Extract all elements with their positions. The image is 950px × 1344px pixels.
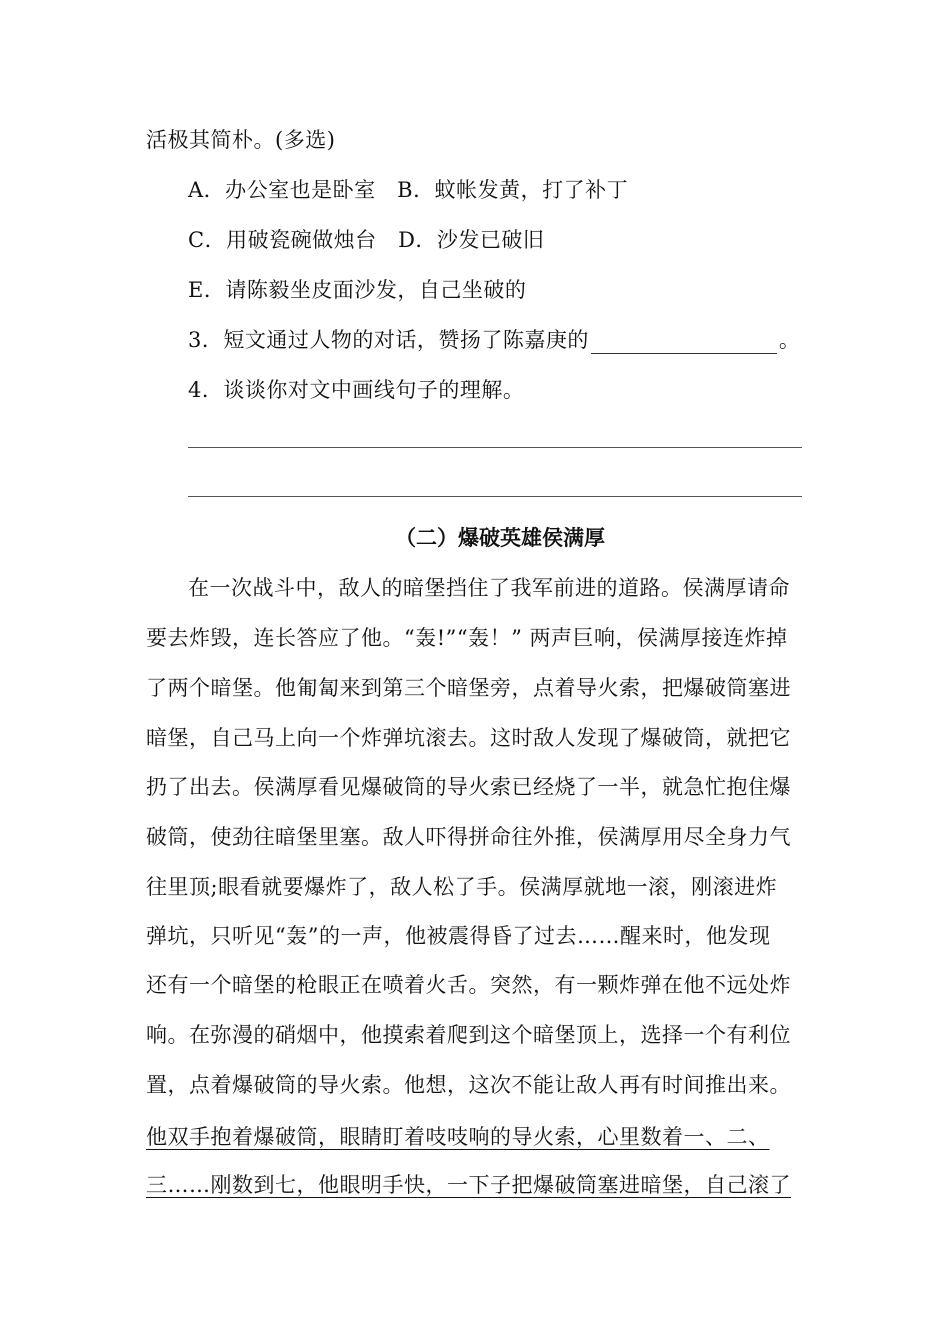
passage-line: 破筒，使劲往暗堡里塞。敌人吓得拼命往外推，侯满厚用尽全身力气	[146, 825, 791, 849]
answer-line-1[interactable]	[188, 447, 802, 448]
options-a-b: A．办公室也是卧室 B．蚊帐发黄，打了补丁	[188, 178, 629, 202]
passage-line: 响。在弥漫的硝烟中，他摸索着爬到这个暗堡顶上，选择一个有利位	[146, 1023, 791, 1047]
passage-line: 扔了出去。侯满厚看见爆破筒的导火索已经烧了一半，就急忙抱住爆	[146, 775, 791, 799]
question-4: 4．谈谈你对文中画线句子的理解。	[188, 378, 525, 402]
question-3-blank[interactable]	[591, 333, 777, 354]
underlined-sentence-line: 他双手抱着爆破筒，眼睛盯着吱吱响的导火索，心里数着一、二、	[146, 1125, 770, 1149]
options-c-d: C．用破瓷碗做烛台 D．沙发已破旧	[188, 228, 545, 252]
passage-title: （二）爆破英雄侯满厚	[395, 526, 605, 550]
passage-line: 了两个暗堡。他匍匐来到第三个暗堡旁，点着导火索，把爆破筒塞进	[146, 676, 791, 700]
answer-line-2[interactable]	[188, 496, 802, 497]
question-2-continuation: 活极其简朴。(多选)	[146, 128, 336, 152]
passage-line: 还有一个暗堡的枪眼正在喷着火舌。突然，有一颗炸弹在他不远处炸	[146, 973, 791, 997]
passage-line: 要去炸毁，连长答应了他。“轰!”“轰！” 两声巨响，侯满厚接连炸掉	[146, 626, 788, 650]
question-3	[188, 326, 800, 354]
passage-line: 暗堡，自己马上向一个炸弹坑滚去。这时敌人发现了爆破筒，就把它	[146, 726, 791, 750]
underlined-sentence-line: 三……刚数到七，他眼明手快，一下子把爆破筒塞进暗堡，自己滚了	[146, 1173, 791, 1197]
question-3-text: 3．短文通过人物的对话，赞扬了陈嘉庚的	[188, 328, 589, 352]
option-e: E．请陈毅坐皮面沙发，自己坐破的	[188, 278, 527, 302]
passage-line: 弹坑，只听见“轰”的一声，他被震得昏了过去……醒来时，他发现	[146, 924, 771, 948]
question-3-end: 。	[778, 328, 801, 352]
passage-line: 置，点着爆破筒的导火索。他想，这次不能让敌人再有时间推出来。	[146, 1073, 791, 1097]
passage-line: 在一次战斗中，敌人的暗堡挡住了我军前进的道路。侯满厚请命	[188, 576, 790, 600]
passage-line: 往里顶;眼看就要爆炸了，敌人松了手。侯满厚就地一滚，刚滚进炸	[146, 875, 778, 899]
